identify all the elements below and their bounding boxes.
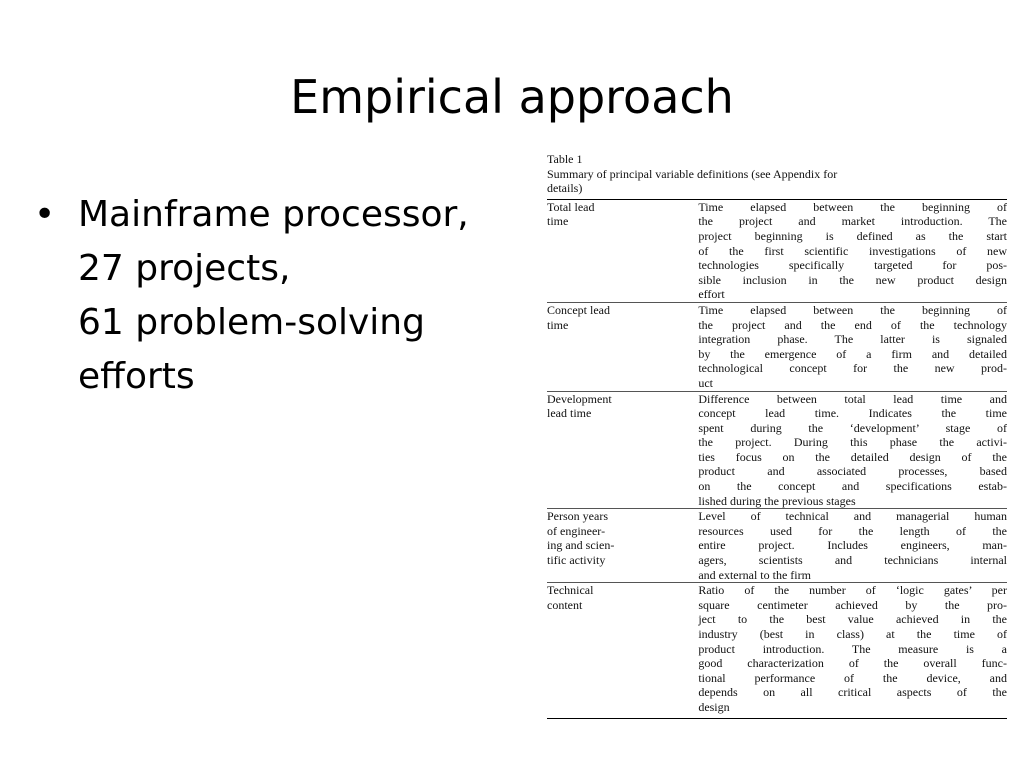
variable-definition-line: ject to the best value achieved in the	[698, 612, 1007, 627]
variable-definition-line: Level of technical and managerial human	[698, 509, 1007, 524]
variable-term-line: Total lead	[547, 199, 595, 214]
variable-definition	[698, 302, 1007, 391]
variable-definition-line: Time elapsed between the beginning of	[698, 302, 1007, 317]
variable-definition-line: ties focus on the detailed design of the	[698, 449, 1007, 464]
variable-definition-line: and external to the firm	[698, 567, 811, 582]
bullet-line: 61 problem-solving	[78, 302, 425, 343]
variable-definition-line: industry (best in class) at the time of	[698, 627, 1007, 641]
variable-definition-line: Ratio of the number of ‘logic gates’ per	[698, 583, 1007, 598]
variable-definition-line: tional performance of the device, and	[698, 670, 1007, 685]
definitions-table	[547, 200, 1007, 715]
bullet-list	[34, 188, 534, 404]
table-row	[547, 391, 1007, 509]
variable-term	[547, 391, 698, 509]
variable-definition-line: product and associated processes, based	[698, 464, 1007, 479]
variable-term	[547, 200, 698, 303]
slide-title: Empirical approach	[290, 70, 734, 124]
variable-definition-line: of the first scientific investigations of new	[698, 243, 1007, 258]
table-caption-line: Summary of principal variable definitions (see Appendix for	[547, 166, 838, 181]
variable-term-line: tific activity	[547, 553, 606, 568]
table-caption	[547, 152, 1007, 196]
variable-term	[547, 302, 698, 391]
table-caption-line: details)	[547, 181, 583, 196]
bullet-marker: •	[34, 194, 56, 235]
variable-definition-line: product introduction. The measure is a	[698, 641, 1007, 656]
variable-definition-line: uct	[698, 375, 713, 390]
variable-definition-line: technologies specifically targeted for pos-	[698, 258, 1007, 273]
table-row	[547, 509, 1007, 583]
variable-definition-line: the project and the end of the technology	[698, 317, 1007, 332]
variable-term-line: Person years	[547, 509, 608, 524]
variable-definition-line: technological concept for the new prod-	[698, 361, 1007, 376]
table-caption-line: Table 1	[547, 152, 583, 166]
variable-definition	[698, 583, 1007, 715]
variable-definition	[698, 391, 1007, 509]
variable-term-line: Concept lead	[547, 302, 610, 317]
table-row	[547, 302, 1007, 391]
variable-definition-line: lished during the previous stages	[698, 493, 856, 508]
variable-term-line: time	[547, 317, 569, 332]
variable-definition-line: depends on all critical aspects of the	[698, 685, 1007, 700]
variable-term	[547, 583, 698, 715]
variable-term-line: content	[547, 597, 583, 612]
variable-definition-line: spent during the ‘development’ stage of	[698, 420, 1007, 435]
variable-term	[547, 509, 698, 583]
table-row	[547, 583, 1007, 715]
variable-definition	[698, 509, 1007, 583]
variable-term-line: Development	[547, 391, 612, 406]
table-figure	[547, 152, 1007, 719]
variable-definition-line: by the emergence of a firm and detailed	[698, 346, 1007, 361]
variable-definition-line: concept lead time. Indicates the time	[698, 406, 1007, 421]
variable-definition-line: resources used for the length of the	[698, 523, 1007, 538]
table-rows	[547, 200, 1007, 715]
table-bottom-rule	[547, 718, 1007, 719]
bullet-line: efforts	[78, 356, 195, 397]
bullet-line: 27 projects,	[78, 248, 291, 289]
variable-definition-line: square centimeter achieved by the pro-	[698, 597, 1007, 612]
variable-definition	[698, 200, 1007, 303]
variable-term-line: lead time	[547, 406, 592, 421]
variable-definition-line: integration phase. The latter is signaled	[698, 332, 1007, 347]
variable-definition-line: on the concept and specifications estab-	[698, 479, 1007, 494]
variable-definition-line: design	[698, 699, 730, 714]
variable-definition-line: sible inclusion in the new product design	[698, 272, 1007, 287]
variable-definition-line: agers, scientists and technicians internal	[698, 553, 1007, 568]
variable-definition-line: Difference between total lead time and	[698, 391, 1007, 406]
variable-definition-line: good characterization of the overall func-	[698, 656, 1007, 671]
variable-term-line: Technical	[547, 583, 594, 598]
variable-definition-line: Time elapsed between the beginning of	[698, 199, 1007, 214]
variable-definition-line: effort	[698, 287, 725, 302]
bullet-line: Mainframe processor,	[78, 194, 469, 235]
variable-term-line: ing and scien-	[547, 538, 615, 553]
variable-definition-line: entire project. Includes engineers, man-	[698, 538, 1007, 553]
bullet-item	[34, 188, 534, 404]
variable-definition-line: the project. During this phase the activi-	[698, 435, 1007, 450]
variable-definition-line: the project and market introduction. The	[698, 214, 1007, 229]
variable-term-line: time	[547, 214, 569, 229]
table-row	[547, 200, 1007, 303]
variable-definition-line: project beginning is defined as the start	[698, 228, 1007, 243]
variable-term-line: of engineer-	[547, 523, 606, 538]
